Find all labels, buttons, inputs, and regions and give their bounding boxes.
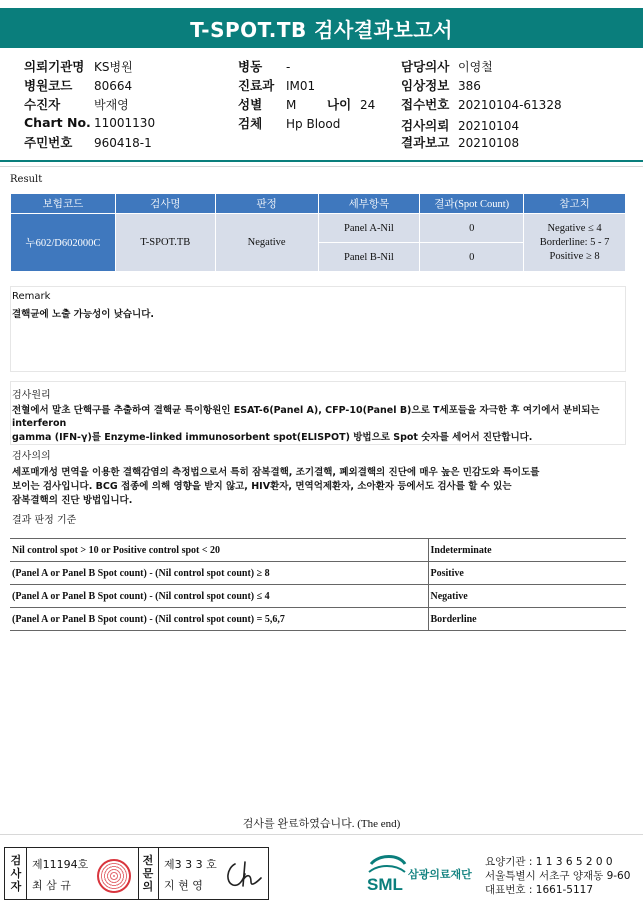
result-header-test-name: 검사명 <box>115 194 215 214</box>
specialist-label-char: 의 <box>142 880 154 893</box>
header-report-date-value: 20210108 <box>458 136 520 150</box>
criteria-result: Indeterminate <box>428 539 626 562</box>
org-code: 요양기관 : 1 1 3 6 5 2 0 0 <box>485 856 613 868</box>
header-specimen-value: Hp Blood <box>286 117 341 131</box>
result-reference <box>524 214 626 272</box>
header-patient-value: 박재영 <box>94 98 129 112</box>
header-resident-no-value: 960418-1 <box>94 136 152 150</box>
footer-divider <box>0 834 643 835</box>
specialist-license-no: 제3 3 3 호 <box>164 858 217 871</box>
result-judgement: Negative <box>215 214 318 272</box>
header-hospital-code-value: 80664 <box>94 79 133 93</box>
header-request-date <box>401 116 519 134</box>
examiner-seal-icon <box>97 859 131 893</box>
header-clinical-info-key: 임상정보 <box>401 78 450 93</box>
header-hospital-code <box>24 76 132 94</box>
criteria-row <box>10 562 626 585</box>
result-value-panel-b: 0 <box>420 243 524 272</box>
org-address: 서울특별시 서초구 양재동 9-60 <box>485 870 631 882</box>
result-insurance-code: 누602/D602000C <box>11 214 116 272</box>
org-name: 삼광의료재단 <box>408 868 472 881</box>
header-request-date-value: 20210104 <box>458 119 520 133</box>
header-report-date <box>401 133 519 151</box>
header-clinical-info-value: 386 <box>458 79 481 93</box>
header-hospital-key: 의뢰기관명 <box>24 59 85 74</box>
header-doctor-value: 이영철 <box>458 60 493 74</box>
result-table <box>10 193 626 272</box>
header-specimen-key: 검체 <box>238 116 263 131</box>
header-ward <box>238 57 290 75</box>
criteria-table <box>10 538 626 631</box>
header-receipt-no-value: 20210104-61328 <box>458 98 562 112</box>
header-chart-no-key: Chart No. <box>24 115 91 130</box>
signature-divider <box>158 848 159 899</box>
reference-borderline: Borderline: 5 - 7 <box>539 236 610 248</box>
header-clinical-info <box>401 76 481 94</box>
result-test-name: T-SPOT.TB <box>115 214 215 272</box>
signature-box <box>4 847 269 900</box>
header-receipt-no-key: 접수번호 <box>401 97 450 112</box>
criteria-row <box>10 585 626 608</box>
criteria-result: Positive <box>428 562 626 585</box>
header-sex <box>238 95 296 113</box>
result-value-panel-a: 0 <box>420 214 524 243</box>
examiner-license-no: 제11194호 <box>32 858 89 871</box>
header-chart-no-value: 11001130 <box>94 116 156 130</box>
header-ward-key: 병동 <box>238 59 263 74</box>
logo-text: SML <box>367 875 403 894</box>
signature-divider <box>26 848 27 899</box>
significance-line3: 잠복결핵의 진단 방법입니다. <box>12 495 133 506</box>
header-doctor <box>401 57 493 75</box>
examiner-label-char: 자 <box>10 880 22 893</box>
reference-negative: Negative ≤ 4 <box>547 222 602 234</box>
header-sex-key: 성별 <box>238 97 263 112</box>
header-age <box>327 95 375 113</box>
principle-line2: gamma (IFN-γ)를 Enzyme-linked immunosorbent spot(ELISPOT) 방법으로 Spot 숫자를 세어서 진단합니다. <box>12 432 533 443</box>
result-item-panel-a: Panel A-Nil <box>318 214 420 243</box>
header-age-value: 24 <box>360 98 376 112</box>
criteria-condition: Nil control spot > 10 or Positive control spot < 20 <box>10 539 428 562</box>
specialist-signature-icon <box>223 858 265 892</box>
header-divider-soft <box>0 166 643 167</box>
header-sex-value: M <box>286 98 297 112</box>
criteria-result: Borderline <box>428 608 626 631</box>
remark-text: 결핵균에 노출 가능성이 낮습니다. <box>12 309 155 320</box>
header-department-value: IM01 <box>286 79 316 93</box>
criteria-condition: (Panel A or Panel B Spot count) - (Nil control spot count) ≤ 4 <box>10 585 428 608</box>
org-info <box>485 855 630 897</box>
examiner-name: 최 삼 규 <box>32 879 71 892</box>
specialist-name: 지 현 영 <box>164 879 203 892</box>
result-header-reference: 참고치 <box>524 194 626 214</box>
criteria-condition: (Panel A or Panel B Spot count) - (Nil control spot count) = 5,6,7 <box>10 608 428 631</box>
result-item-panel-b: Panel B-Nil <box>318 243 420 272</box>
result-header-row <box>11 194 626 214</box>
significance-line1: 세포매개성 면역을 이용한 결핵감염의 측정법으로서 특히 잠복결핵, 조기결핵, 폐외결핵의 진단에 매우 높은 민감도와 특이도를 <box>12 467 540 478</box>
result-row <box>11 214 626 243</box>
criteria-condition: (Panel A or Panel B Spot count) - (Nil control spot count) ≥ 8 <box>10 562 428 585</box>
result-header-judgement: 판정 <box>215 194 318 214</box>
header-request-date-key: 검사의뢰 <box>401 118 450 133</box>
criteria-result: Negative <box>428 585 626 608</box>
criteria-row <box>10 539 626 562</box>
principle-label: 검사원리 <box>12 390 51 401</box>
header-resident-no-key: 주민번호 <box>24 135 73 150</box>
header-hospital-value: KS병원 <box>94 60 133 74</box>
criteria-row <box>10 608 626 631</box>
header-receipt-no <box>401 95 562 113</box>
result-header-insurance-code: 보험코드 <box>11 194 116 214</box>
header-resident-no <box>24 133 152 151</box>
header-specimen <box>238 114 340 132</box>
examiner-label-char: 사 <box>10 867 22 880</box>
header-department <box>238 76 315 94</box>
remark-box <box>10 286 626 372</box>
significance-label: 검사의의 <box>12 451 51 462</box>
org-phone: 대표번호 : 1661-5117 <box>485 884 594 896</box>
result-header-spot-count: 결과(Spot Count) <box>420 194 524 214</box>
header-divider <box>0 160 643 162</box>
header-chart-no <box>24 115 155 130</box>
specialist-label-char: 문 <box>142 867 154 880</box>
principle-line1: 전혈에서 말초 단핵구를 추출하여 결핵균 특이항원인 ESAT-6(Panel A), CFP-10(Panel B)으로 T세포들을 자극한 후 여기에서 분비되는 interferon <box>12 405 600 429</box>
header-ward-value: - <box>286 60 291 74</box>
report-title: T-SPOT.TB 검사결과보고서 <box>0 8 643 48</box>
header-age-key: 나이 <box>327 97 352 112</box>
header-patient <box>24 95 129 113</box>
header-patient-key: 수진자 <box>24 97 61 112</box>
remark-label: Remark <box>12 291 51 302</box>
examiner-label <box>7 854 25 893</box>
criteria-label: 결과 판정 기준 <box>12 515 77 526</box>
header-hospital <box>24 57 133 75</box>
result-label: Result <box>10 174 43 185</box>
examiner-label-char: 검 <box>10 854 22 867</box>
specialist-label <box>139 854 157 893</box>
header-hospital-code-key: 병원코드 <box>24 78 73 93</box>
header-doctor-key: 담당의사 <box>401 59 450 74</box>
result-header-detail-item: 세부항목 <box>318 194 420 214</box>
end-text: 검사를 완료하였습니다. (The end) <box>242 818 401 830</box>
significance-line2: 보이는 검사입니다. BCG 접종에 의해 영향을 받지 않고, HIV환자, 면역억제환자, 소아환자 등에서도 검사를 할 수 있는 <box>12 481 512 492</box>
header-department-key: 진료과 <box>238 78 275 93</box>
header-report-date-key: 결과보고 <box>401 135 450 150</box>
specialist-label-char: 전 <box>142 854 154 867</box>
reference-positive: Positive ≥ 8 <box>549 250 600 262</box>
